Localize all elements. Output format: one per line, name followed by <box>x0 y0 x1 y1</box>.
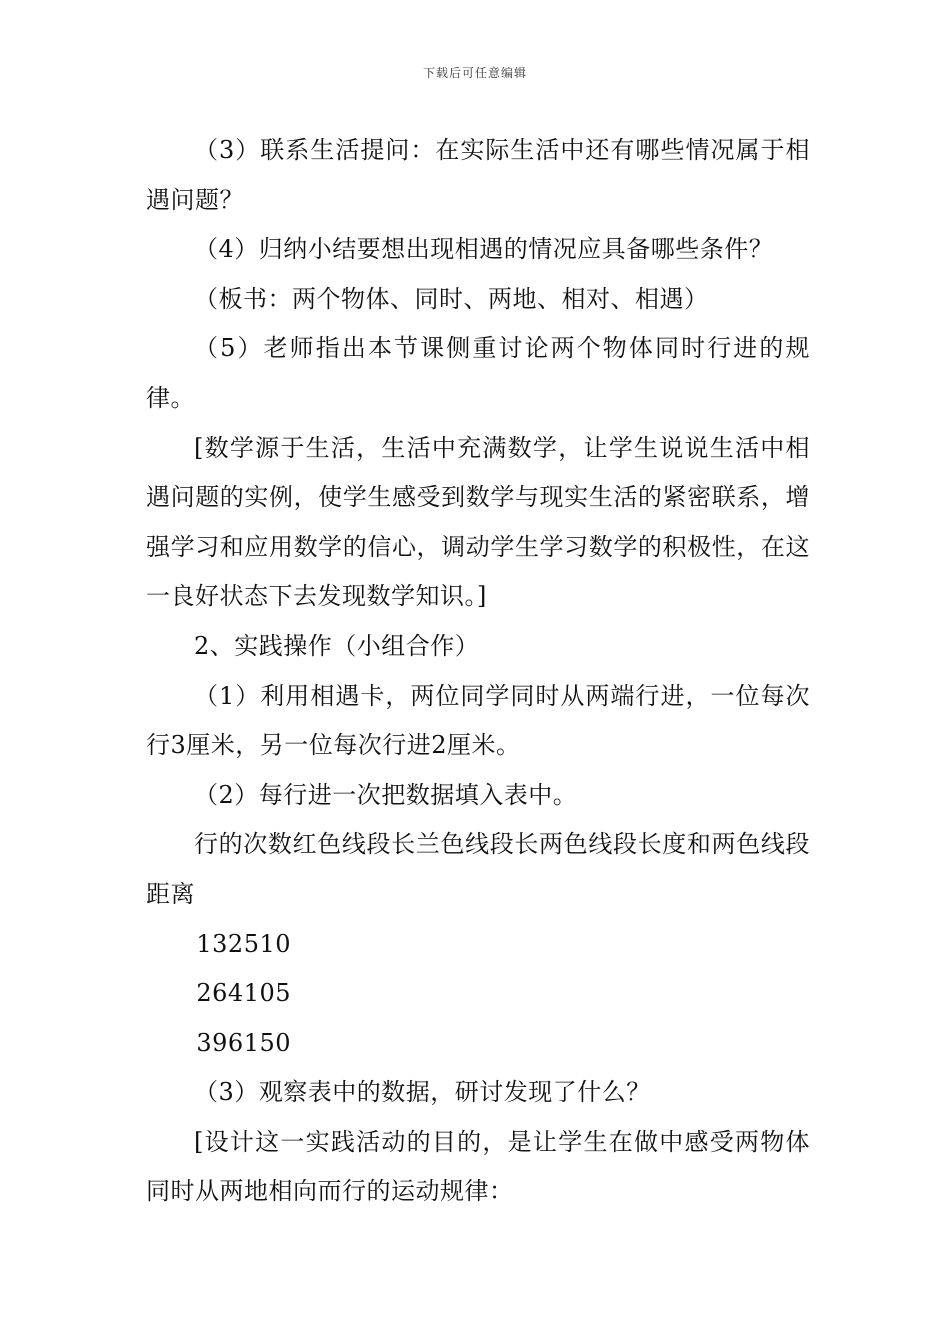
paragraph-board-note: （板书：两个物体、同时、两地、相对、相遇） <box>194 284 709 313</box>
paragraph-design-note-1: [数学源于生活，生活中充满数学，让学生说说生活中相遇问题的实例，使学生感受到数学与现实生活的紧密联系，增强学习和应用数学的信心，调动学生学习数学的积极性，在这一良好状态下去发现数学知识。] <box>146 433 810 611</box>
paragraph-design-note-2: [设计这一实践活动的目的，是让学生在做中感受两物体同时从两地相向而行的运动规律： <box>146 1127 810 1206</box>
table-header-line: 行的次数红色线段长兰色线段长两色线段长度和两色线段距离 <box>146 830 810 908</box>
paragraph-question-3: （3）联系生活提问：在实际生活中还有哪些情况属于相遇问题？ <box>146 136 810 214</box>
paragraph-point-5: （5）老师指出本节课侧重讨论两个物体同时行进的规律。 <box>146 334 810 412</box>
table-row-2: 264105 <box>196 979 292 1008</box>
paragraph-step-3: （3）观察表中的数据，研讨发现了什么？ <box>194 1078 651 1107</box>
table-row-3: 396150 <box>196 1028 292 1057</box>
table-row-1: 132510 <box>196 929 292 958</box>
paragraph-question-4: （4）归纳小结要想出现相遇的情况应具备哪些条件？ <box>194 235 774 264</box>
paragraph-step-2: （2）每行进一次把数据填入表中。 <box>194 780 578 809</box>
page-header: 下载后可任意编辑 <box>422 66 527 80</box>
paragraph-step-1: （1）利用相遇卡，两位同学同时从两端行进，一位每次行3厘米，另一位每次行进2厘米。 <box>146 681 810 760</box>
document-body <box>146 126 810 1217</box>
section-heading-practice: 2、实践操作（小组合作） <box>194 631 480 660</box>
